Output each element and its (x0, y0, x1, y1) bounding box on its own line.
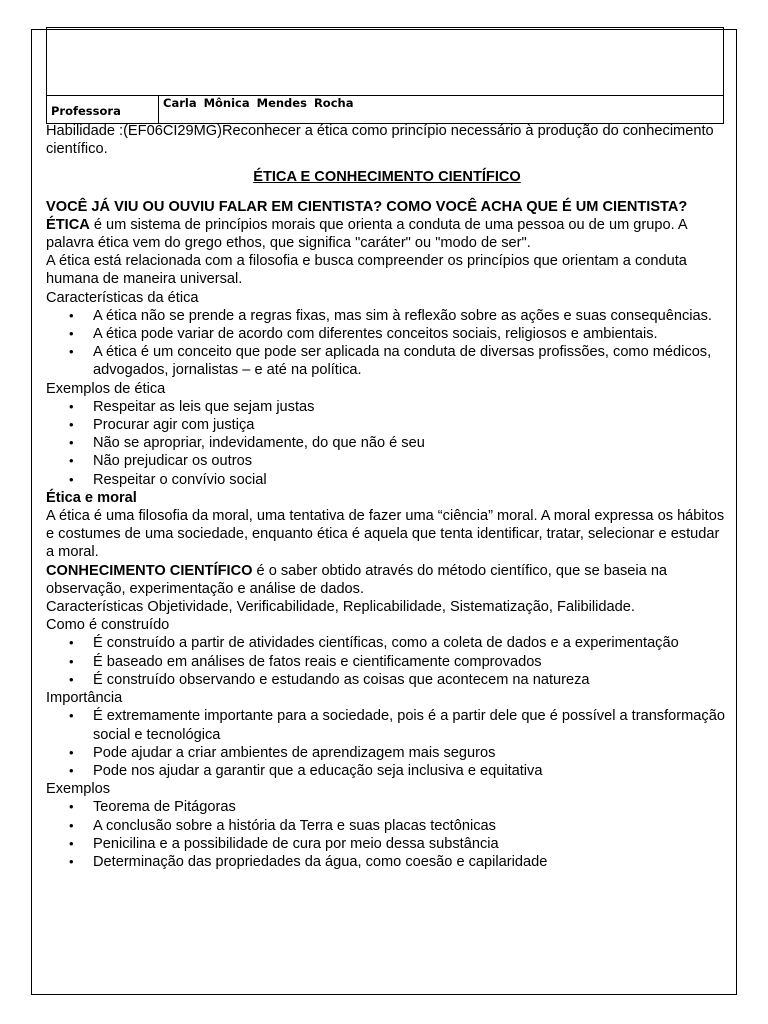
importancia-heading: Importância (46, 690, 123, 707)
exemplos-heading: Exemplos (46, 781, 111, 798)
como-construido-heading: Como é construído (46, 617, 170, 634)
intro-question: VOCÊ JÁ VIU OU OUVIU FALAR EM CIENTISTA? COMO VOCÊ ACHA QUE É UM CIENTISTA? (46, 198, 688, 215)
caracteristicas-etica-list (46, 307, 728, 380)
habilidade-text: Habilidade :(EF06CI29MG)Reconhecer a ética como princípio necessário à produção do conhecimento científico. (46, 123, 714, 158)
teacher-label: Professora (47, 96, 159, 124)
conhecimento-definition-text: é o saber obtido através do método científico, que se baseia na observação, experimentação e análise de dados. (46, 562, 668, 597)
document-body (46, 122, 728, 871)
list-item: • Determinação das propriedades da água, como coesão e capilaridade (93, 853, 728, 871)
list-item: • Procurar agir com justiça (93, 416, 728, 434)
exemplos-list (46, 798, 728, 871)
document-title: ÉTICA E CONHECIMENTO CIENTÍFICO (253, 169, 521, 186)
list-item: • Pode ajudar a criar ambientes de aprendizagem mais seguros (93, 744, 728, 762)
list-item: • A conclusão sobre a história da Terra e suas placas tectônicas (93, 817, 728, 835)
exemplos-etica-heading: Exemplos de ética (46, 380, 166, 397)
list-item: • Não se apropriar, indevidamente, do que não é seu (93, 434, 728, 452)
list-item: • Respeitar o convívio social (93, 471, 728, 489)
etica-moral-heading-text: Ética e moral (46, 489, 137, 506)
list-item: • Respeitar as leis que sejam justas (93, 398, 728, 416)
conhecimento-term: CONHECIMENTO CIENTÍFICO (46, 562, 253, 579)
list-item: • A ética não se prende a regras fixas, mas sim à reflexão sobre as ações e suas consequências. (93, 307, 728, 325)
header-row (47, 96, 723, 124)
list-item: • É baseado em análises de fatos reais e cientificamente comprovados (93, 653, 728, 671)
importancia-list (46, 707, 728, 780)
list-item: • Teorema de Pitágoras (93, 798, 728, 816)
list-item: • É construído a partir de atividades científicas, como a coleta de dados e a experimentação (93, 634, 728, 652)
list-item: • Penicilina e a possibilidade de cura por meio dessa substância (93, 835, 728, 853)
caracteristicas-etica-heading: Características da ética (46, 289, 199, 306)
list-item: • Não prejudicar os outros (93, 452, 728, 470)
list-item: • A ética é um conceito que pode ser aplicada na conduta de diversas profissões, como médicos, advogados, jornalistas – e até na política. (93, 343, 728, 379)
header-blank-cell (47, 28, 723, 96)
list-item: • Pode nos ajudar a garantir que a educação seja inclusiva e equitativa (93, 762, 728, 780)
etica-term: ÉTICA (46, 216, 90, 233)
etica-filosofia: A ética está relacionada com a filosofia e busca compreender os princípios que orientam a conduta humana de maneira universal. (46, 253, 687, 288)
conhecimento-definition (46, 562, 728, 598)
teacher-name: Carla Mônica Mendes Rocha (163, 96, 354, 110)
conhecimento-caracteristicas: Características Objetividade, Verificabilidade, Replicabilidade, Sistematização, Falibilidade. (46, 599, 635, 616)
exemplos-etica-list (46, 398, 728, 489)
etica-moral-heading (46, 489, 728, 507)
como-construido-list (46, 634, 728, 689)
etica-definition-text: é um sistema de princípios morais que orienta a conduta de uma pessoa ou de um grupo. A palavra ética vem do grego ethos, que significa "caráter" ou "modo de ser". (46, 216, 687, 252)
list-item: • A ética pode variar de acordo com diferentes conceitos sociais, religiosos e ambientais. (93, 325, 728, 343)
header-table (46, 27, 724, 124)
list-item: • É extremamente importante para a sociedade, pois é a partir dele que é possível a transformação social e tecnológica (93, 707, 728, 743)
etica-definition (46, 216, 728, 252)
list-item: • É construído observando e estudando as coisas que acontecem na natureza (93, 671, 728, 689)
etica-moral-text: A ética é uma filosofia da moral, uma tentativa de fazer uma “ciência” moral. A moral expressa os hábitos e costumes de uma sociedade, enquanto ética é aquela que tenta identificar, tratar, selecionar e estudar a moral. (46, 508, 725, 561)
